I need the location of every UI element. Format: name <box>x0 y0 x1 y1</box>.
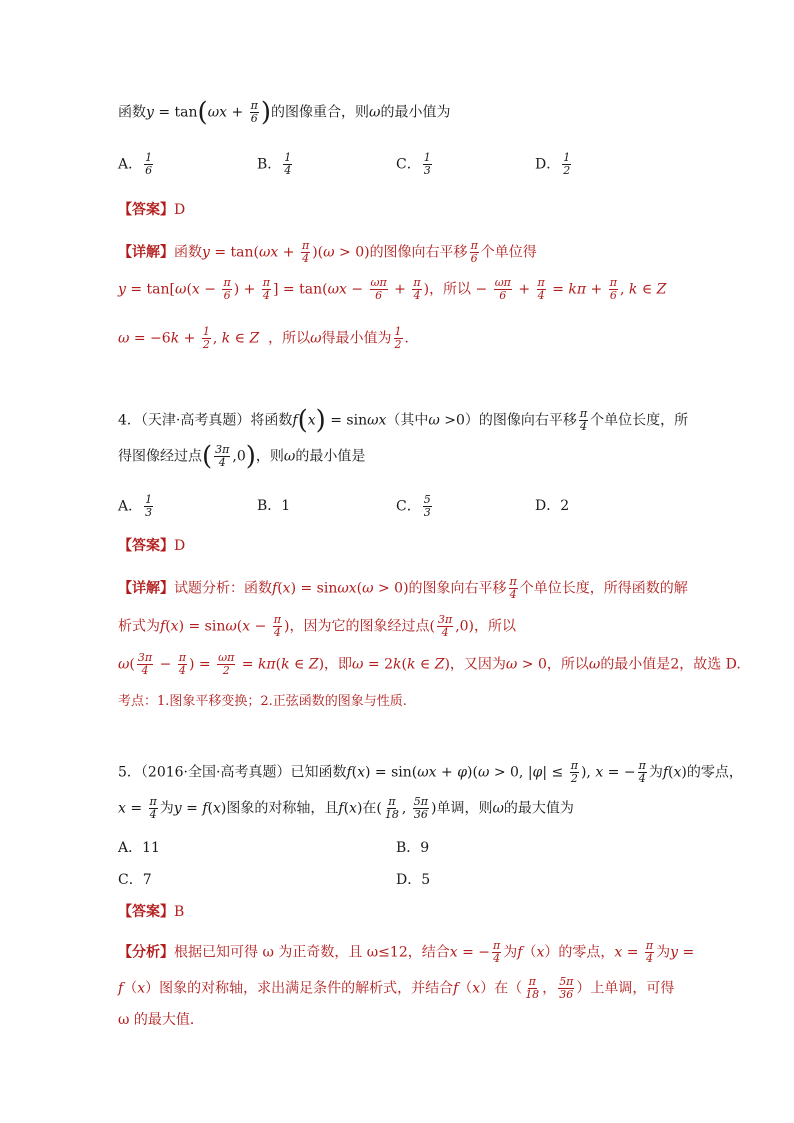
q3-option-d[interactable]: D． $\frac{1}{2}$ <box>535 151 571 177</box>
q4-option-b[interactable]: B．1 <box>257 498 291 514</box>
q3-option-b[interactable]: B． $\frac{1}{4}$ <box>257 151 292 177</box>
q4-detail-line1: 【详解】试题分析：函数f(x) = sinωx(ω > 0)的图象向右平移 $\frac{\pi}{4}$ 个单位长度，所得函数的解 <box>118 575 688 601</box>
q4-option-c[interactable]: C． $\frac{5}{3}$ <box>396 493 431 519</box>
q5-answer: 【答案】B <box>118 904 185 920</box>
q3-detail-line3: ω = −6k + $\frac{1}{2}$ , k ∈ Z ，所以ω得最小值为 $\frac{1}{2}$ ． <box>118 325 419 351</box>
q4-detail-line3: ω( $\frac{3\pi}{4}$ − $\frac{\pi}{4}$ ) = $\frac{\omega\pi}{2}$ = kπ(k ∈ Z)，即ω = 2k(k ∈ Z)，又因为ω > 0，所以ω的最小值是2，故选 D. <box>118 651 741 677</box>
q5-analysis-line1: 【分析】根据已知可得 ω 为正奇数，且 ω≤12，结合x = − $\frac{\pi}{4}$ 为f（x）的零点，x = $\frac{\pi}{4}$ 为y = <box>118 939 695 965</box>
q5-option-a[interactable]: A．11 <box>118 840 160 856</box>
q3-stem-suffix2: 的最小值为 <box>380 104 451 121</box>
q4-option-d[interactable]: D．2 <box>535 498 570 514</box>
q5-option-d[interactable]: D．5 <box>396 872 431 888</box>
q4-stem-line2: 得图像经过点( $\frac{3\pi}{4}$ ,0)，则ω的最小值是 <box>118 441 366 472</box>
q4-detail-line2: 析式为f(x) = sinω(x − $\frac{\pi}{4}$ )，因为它的图象经过点( $\frac{3\pi}{4}$ ,0)，所以 <box>118 613 517 639</box>
q3-option-c[interactable]: C． $\frac{1}{3}$ <box>396 151 431 177</box>
q3-option-a[interactable]: A． $\frac{1}{6}$ <box>118 151 153 177</box>
q5-analysis-line2: f（x）图象的对称轴，求出满足条件的解析式，并结合f（x）在（ $\frac{\pi}{18}$ ， $\frac{5\pi}{36}$ ）上单调，可得 <box>118 975 675 1001</box>
q4-kaodian: 考点：1.图象平移变换；2.正弦函数的图象与性质. <box>118 694 407 709</box>
q5-option-c[interactable]: C．7 <box>118 872 152 888</box>
q5-analysis-line3: ω 的最大值． <box>118 1012 204 1028</box>
q3-detail-line1: 【详解】函数y = tan(ωx + $\frac{\pi}{4}$ )(ω > 0)的图像向右平移 $\frac{\pi}{6}$ 个单位得 <box>118 239 537 265</box>
q3-stem-prefix: 函数 <box>118 104 146 121</box>
q5-stem-line1: 5．（2016·全国·高考真题）已知函数f(x) = sin(ωx + φ)(ω > 0, |φ| ≤ $\frac{\pi}{2}$ ), x = − $\frac{\pi}{4}$ 为f(x)的零点， <box>118 759 743 785</box>
q3-stem-suffix: 的图像重合，则 <box>271 104 370 121</box>
q3-answer: 【答案】D <box>118 202 186 218</box>
q5-stem-line2: x = $\frac{\pi}{4}$ 为y = f(x)图象的对称轴，且f(x)在( $\frac{\pi}{18}$ , $\frac{5\pi}{36}$ )单调，则ω的最大值为 <box>118 795 574 821</box>
q5-option-b[interactable]: B．9 <box>396 840 430 856</box>
q3-stem-line: 函数y = tan(ωx + $\frac{\pi}{6}$ )的图像重合，则ω的最小值为 <box>118 97 451 128</box>
q4-answer: 【答案】D <box>118 538 186 554</box>
q4-option-a[interactable]: A． $\frac{1}{3}$ <box>118 493 153 519</box>
q3-detail-line2: y = tan[ω(x − $\frac{\pi}{6}$ ) + $\frac{\pi}{4}$ ] = tan(ωx − $\frac{\omega\pi}{6}$ + $\frac{\pi}{4}$ )，所以 − $\frac{\omega\pi}{6}$ + $\frac{\pi}{4}$ = kπ + $\frac{\pi}{6}$ , k ∈ Z <box>118 276 667 302</box>
q4-stem-line1: 4．（天津·高考真题）将函数f(x) = sinωx（其中ω >0）的图像向右平移 $\frac{\pi}{4}$ 个单位长度，所 <box>118 405 689 436</box>
